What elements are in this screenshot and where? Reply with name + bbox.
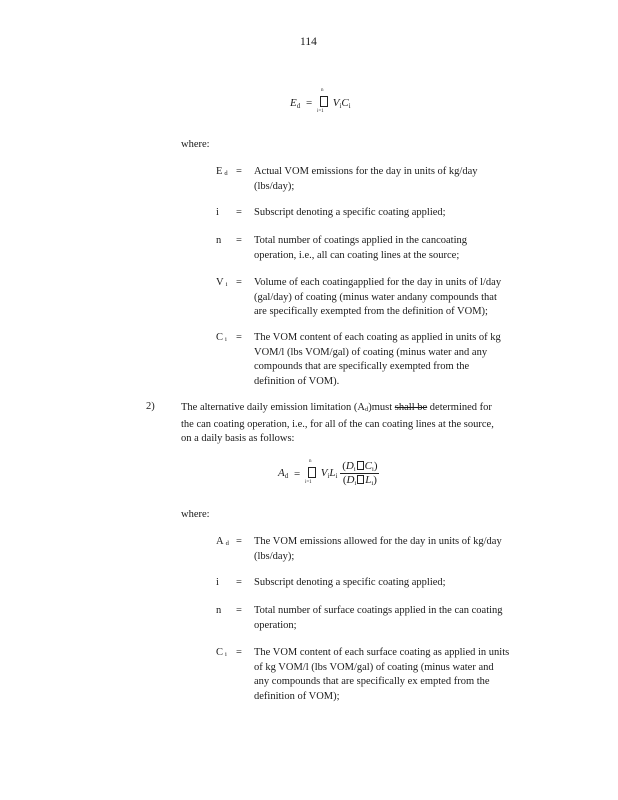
eq1-term1-sub: i bbox=[339, 102, 342, 110]
eq1-equals: = bbox=[305, 97, 313, 109]
definition-text: Subscript denoting a specific coating applied; bbox=[254, 207, 446, 218]
eq1-term2-sub: i bbox=[348, 102, 351, 110]
definition-equals: = bbox=[236, 536, 242, 547]
eq1-term2: C bbox=[341, 97, 349, 109]
eq2-denominator: ($D_i$ $L_i$) bbox=[342, 474, 377, 487]
eq2-term2: L bbox=[329, 467, 336, 479]
eq2-fraction bbox=[340, 460, 379, 487]
definition-text: Total number of surface coatings applied in the can coating operation; bbox=[254, 605, 503, 631]
definition-symbol: Ad bbox=[216, 536, 229, 547]
item-number-2: 2) bbox=[146, 401, 155, 412]
eq1-term1: V bbox=[332, 97, 340, 109]
definition-equals: = bbox=[236, 647, 242, 658]
definition-equals: = bbox=[236, 235, 242, 246]
definition-symbol: Ed bbox=[216, 166, 228, 177]
definition-symbol: n bbox=[216, 605, 222, 616]
definition-text: Volume of each coatingapplied for the day in units of l/day (gal/day) of coating (minus water andany compounds that are specifically exempted from the definition of VOM); bbox=[254, 277, 502, 317]
equation-emissions bbox=[290, 88, 351, 114]
definition-equals: = bbox=[236, 207, 242, 218]
definition-equals: = bbox=[236, 332, 242, 343]
definition-text: The VOM content of each surface coating as applied in units of kg VOM/l (lbs VOM/gal) of coating (minus water and any compounds that are specifically ex empted from the definition of VOM); bbox=[254, 647, 510, 702]
definition-equals: = bbox=[236, 277, 242, 288]
eq2-equals: = bbox=[293, 467, 301, 480]
definition-equals: = bbox=[236, 577, 242, 588]
definition-symbol: i bbox=[216, 577, 219, 588]
operator-icon bbox=[357, 475, 364, 484]
eq1-upper-limit: n bbox=[320, 88, 324, 93]
definition-symbol: i bbox=[216, 207, 219, 218]
eq1-lhs-sub: d bbox=[296, 102, 301, 110]
definition-text: The VOM emissions allowed for the day in units of kg/day (lbs/day); bbox=[254, 536, 502, 562]
eq2-upper-limit: n bbox=[308, 459, 312, 464]
eq2-numerator: ($D_i$ $C_i$) bbox=[342, 460, 378, 473]
definition-text: Actual VOM emissions for the day in units of kg/day (lbs/day); bbox=[254, 166, 478, 192]
eq2-lhs: A bbox=[278, 467, 285, 479]
definition-equals: = bbox=[236, 605, 242, 616]
eq1-lower-limit: i=1 bbox=[316, 109, 324, 114]
summation-icon bbox=[320, 96, 328, 107]
definition-symbol: Ci bbox=[216, 332, 227, 343]
eq1-lhs: E bbox=[290, 97, 297, 109]
definition-text: Subscript denoting a specific coating applied; bbox=[254, 577, 446, 588]
eq2-lhs-sub: d bbox=[284, 472, 289, 480]
item-2-paragraph: The alternative daily emission limitation (Ad)must shall be determined for the can coating operation, i.e., for all of the can coating lines at the source, on a daily basis as follows: bbox=[181, 402, 494, 444]
eq2-lower-limit: i=1 bbox=[304, 480, 312, 485]
definition-symbol: Vi bbox=[216, 277, 228, 288]
struck-text: shall be bbox=[394, 402, 428, 413]
definition-text: The VOM content of each coating as applied in units of kg VOM/l (lbs VOM/gal) of coating (minus water and any compounds that are specifically exempted from the definition of VOM). bbox=[254, 332, 501, 387]
where-label-2: where: bbox=[181, 509, 210, 520]
equation-allowable bbox=[278, 460, 379, 487]
eq2-term2-sub: i bbox=[335, 472, 338, 480]
definition-symbol: Ci bbox=[216, 647, 227, 658]
page-number: 114 bbox=[300, 36, 317, 48]
definition-text: Total number of coatings applied in the cancoating operation, i.e., all can coating lines at the source; bbox=[254, 235, 467, 261]
eq2-term1: V bbox=[320, 467, 328, 479]
definition-equals: = bbox=[236, 166, 242, 177]
eq2-term1-sub: i bbox=[327, 472, 330, 480]
where-label-1: where: bbox=[181, 139, 210, 150]
summation-icon bbox=[308, 467, 316, 478]
operator-icon bbox=[357, 461, 364, 470]
definition-symbol: n bbox=[216, 235, 222, 246]
